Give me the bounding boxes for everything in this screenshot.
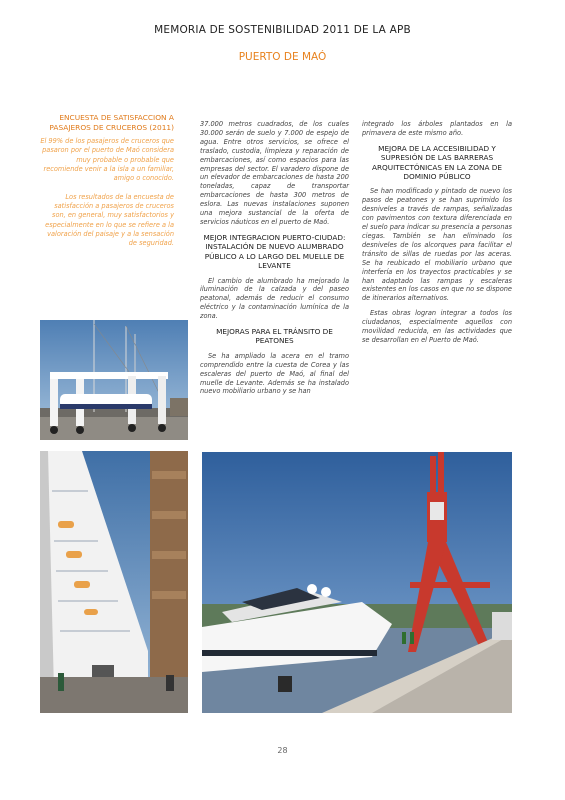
yacht-and-crane-photo: [202, 452, 512, 713]
travel-lift-photo: [40, 320, 188, 440]
text-column-right: [362, 120, 512, 351]
cruise-ship-photo: [40, 451, 188, 713]
sidebar-heading: ENCUESTA DE SATISFACCION A PASAJEROS DE CRUCEROS (2011): [49, 113, 174, 132]
document-title: MEMORIA DE SOSTENIBILIDAD 2011 DE LA APB: [154, 24, 411, 36]
subsection-heading: MEJORA DE LA ACCESIBILIDAD Y SUPRESIÓN DE LAS BARRERAS ARQUITECTÓNICAS EN LA ZONA DE DOMINIO PÚBLICO: [372, 143, 502, 182]
sidebar-callout: [40, 113, 174, 257]
subsection-heading: MEJORAS PARA EL TRÁNSITO DE PEATONES: [216, 327, 333, 346]
body-paragraph: El cambio de alumbrado ha mejorado la iluminación de la calzada y del paseo peatonal, además de reducir el consumo eléctrico y la contaminación lumínica de la zona.: [200, 276, 349, 321]
body-paragraph: Estas obras logran integrar a todos los ciudadanos, especialmente aquellos con movilidad reducida, en las actividades que se desarrollan en el Puerto de Maó.: [362, 309, 512, 344]
column-intro-paragraph: integrado los árboles plantados en la primavera de este mismo año.: [362, 120, 512, 137]
body-paragraph: Se ha ampliado la acera en el tramo comprendido entre la cuesta de Corea y las escaleras del puerto de Maó, al final del muelle de Levante. Además se ha instalado nuevo mobiliario urbano y se han: [200, 351, 349, 396]
column-intro-paragraph: 37.000 metros cuadrados, de los cuales 30.000 serán de suelo y 7.000 de espejo de agua. Entre otros servicios, se ofrece el traslado, custodia, limpieza y reparación de embarcaciones, así como espacios para las empresas del sector. El varadero dispone de un elevador de embarcaciones de hasta 200 toneladas, capaz de transportar embarcaciones de hasta 300 metros de eslora. Las nuevas instalaciones suponen una mejora sustancial de la oferta de servicios náuticos en el puerto de Maó.: [200, 120, 349, 226]
sidebar-paragraph: Los resultados de la encuesta de satisfacción a pasajeros de cruceros son, en general, muy satisfactorios y especialmente en lo que se refiere a la valoración del paisaje y a la sensación de seguridad.: [45, 192, 174, 248]
section-title: PUERTO DE MAÓ: [238, 51, 327, 63]
page-number: 28: [277, 746, 288, 755]
subsection-heading: MEJOR INTEGRACION PUERTO-CIUDAD: INSTALACIÓN DE NUEVO ALUMBRADO PÚBLICO A LO LARGO DEL MUELLE DE LEVANTE: [203, 232, 346, 271]
sidebar-paragraph: El 99% de los pasajeros de cruceros que pasaron por el puerto de Maó considera muy probable o probable que recomiende venir a la isla a un familiar, amigo o conocido.: [40, 137, 174, 183]
text-column-left: [200, 120, 349, 402]
body-paragraph: Se han modificado y pintado de nuevo los pasos de peatones y se han suprimido los desniveles a través de rampas, señalizadas con pavimentos con textura diferenciada en el suelo para indicar su presencia a personas ciegas. También se han eliminado los desniveles de los alcorques para facilitar el tránsito de sillas de ruedas por las aceras. Se ha reubicado el mobiliario urbano que interfería en los trayectos practicables y se han adaptado las rampas y escaleras existentes en los casos en que no se dispone de itinerarios alternativos.: [362, 187, 512, 303]
